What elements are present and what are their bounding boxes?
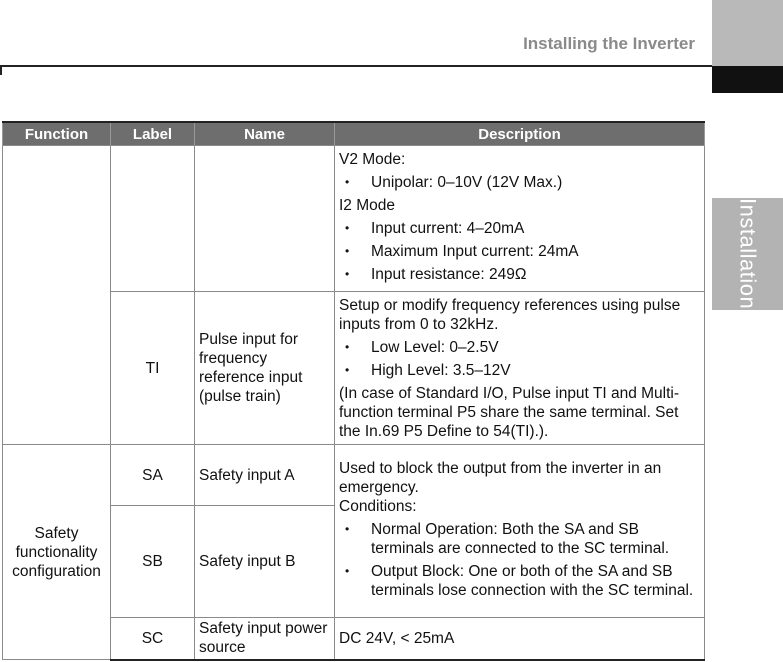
header-divider (0, 65, 712, 67)
label-cell-ti: TI (111, 292, 195, 445)
v2-mode-title: V2 Mode: (339, 150, 406, 168)
table-row-sa (3, 445, 705, 506)
list-item: • Unipolar: 0–10V (12V Max.) (339, 173, 700, 192)
header-divider-tick (0, 65, 2, 75)
col-header-label: Label (111, 122, 195, 146)
chapter-tab-top (712, 0, 783, 66)
v2-mode-list (339, 173, 700, 192)
col-header-name: Name (195, 122, 335, 146)
name-cell-sa: Safety input A (195, 445, 335, 506)
ti-description-note: (In case of Standard I/O, Pulse input TI and Multi-function terminal P5 share the same terminal. Set the In.69 P5 Define to 54(TI).). (339, 384, 680, 440)
page-header-title: Installing the Inverter (523, 34, 695, 53)
label-cell-sc: SC (111, 618, 195, 660)
i2-mode-title: I2 Mode (339, 196, 396, 214)
label-cell-sa: SA (111, 445, 195, 506)
description-cell-ti (335, 292, 705, 445)
name-cell-sc: Safety input power source (195, 618, 335, 660)
col-header-function: Function (3, 122, 111, 146)
safety-conditions-list (339, 520, 700, 600)
list-item: • Input resistance: 249Ω (339, 265, 700, 284)
col-header-description: Description (335, 122, 705, 146)
name-cell-sb: Safety input B (195, 506, 335, 618)
i2-mode-list (339, 219, 700, 284)
description-cell-sc: DC 24V, < 25mA (335, 618, 705, 660)
ti-level-list (339, 338, 700, 380)
table-row-v2 (3, 146, 705, 292)
function-cell-safety: Safety functionality configuration (3, 445, 111, 660)
chapter-tab-marker (712, 66, 783, 93)
chapter-side-tab (712, 198, 783, 310)
ti-description-intro: Setup or modify frequency references using pulse inputs from 0 to 32kHz. (339, 296, 681, 333)
list-item: • Low Level: 0–2.5V (339, 338, 700, 357)
table-header-row (3, 122, 705, 146)
list-item: • Normal Operation: Both the SA and SB terminals are connected to the SC terminal. (339, 520, 700, 558)
label-cell-v2 (111, 146, 195, 292)
list-item: • Input current: 4–20mA (339, 219, 700, 238)
list-item: • High Level: 3.5–12V (339, 361, 700, 380)
label-cell-sb: SB (111, 506, 195, 618)
function-cell-analog (3, 146, 111, 445)
name-cell-v2 (195, 146, 335, 292)
description-cell-safety (335, 445, 705, 618)
chapter-side-tab-label: Installation (735, 198, 761, 310)
safety-description-intro: Used to block the output from the inverter in an emergency. (339, 459, 662, 496)
safety-conditions-title: Conditions: (339, 497, 417, 515)
list-item: • Output Block: One or both of the SA and SB terminals lose connection with the SC terminal. (339, 562, 700, 600)
name-cell-ti: Pulse input for frequency reference input (pulse train) (195, 292, 335, 445)
list-item: • Maximum Input current: 24mA (339, 242, 700, 261)
terminal-spec-table (2, 121, 705, 661)
description-cell-v2 (335, 146, 705, 292)
